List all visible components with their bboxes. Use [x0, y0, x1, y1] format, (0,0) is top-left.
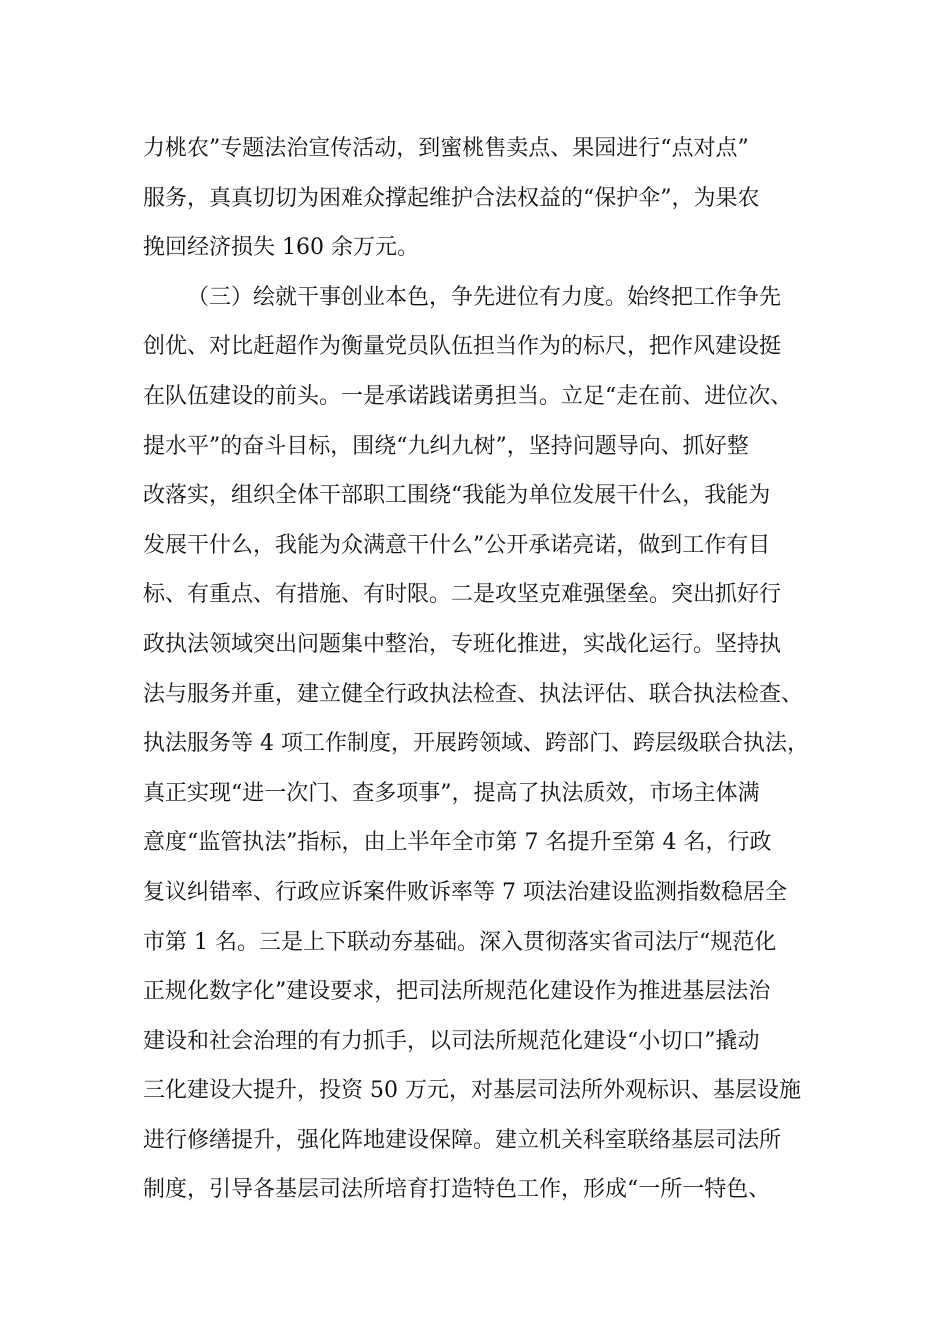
text-line: 真正实现“进一次门、查多项事”，提高了执法质效，市场主体满 [143, 780, 760, 806]
text-line: 服务，真真切切为困难众撑起维护合法权益的“保护伞”，为果农 [143, 185, 760, 211]
text-line: 改落实，组织全体干部职工围绕“我能为单位发展干什么，我能为 [143, 483, 771, 509]
text-line: 正规化数字化”建设要求，把司法所规范化建设作为推进基层法治 [143, 979, 771, 1005]
text-line: 发展干什么，我能为众满意干什么”公开承诺亮诺，做到工作有目 [143, 532, 771, 558]
text-line: 提水平”的奋斗目标，围绕“九纠九树”，坚持问题导向、抓好整 [143, 433, 749, 459]
text-line: 力桃农”专题法治宣传活动，到蜜桃售卖点、果园进行“点对点” [143, 136, 749, 161]
text-line: 复议纠错率、行政应诉案件败诉率等 7 项法治建设监测指数稳居全 [143, 879, 787, 905]
text-line: 在队伍建设的前头。一是承诺践诺勇担当。立足“走在前、进位次、 [143, 383, 793, 409]
text-line: （三）绘就干事创业本色，争先进位有力度。始终把工作争先 [187, 284, 782, 310]
text-line: 建设和社会治理的有力抓手，以司法所规范化建设“小切口”撬动 [143, 1028, 760, 1054]
paragraph-2 [143, 273, 843, 1215]
text-line: 政执法领域突出问题集中整治，专班化推进，实战化运行。坚持执 [143, 631, 782, 657]
text-line: 意度“监管执法”指标，由上半年全市第 7 名提升至第 4 名，行政 [143, 830, 772, 856]
text-line: 执法服务等 4 项工作制度，开展跨领域、跨部门、跨层级联合执法， [143, 731, 809, 757]
text-line: 挽回经济损失 160 余万元。 [143, 235, 419, 261]
paragraph-1 [143, 124, 843, 273]
text-line: 市第 1 名。三是上下联动夯基础。深入贯彻落实省司法厅“规范化 [143, 929, 777, 955]
document-body [143, 124, 843, 1215]
text-line: 三化建设大提升，投资 50 万元，对基层司法所外观标识、基层设施 [143, 1078, 801, 1104]
text-line: 进行修缮提升，强化阵地建设保障。建立机关科室联络基层司法所 [143, 1127, 782, 1153]
text-line: 制度，引导各基层司法所培育打造特色工作，形成“一所一特色、 [143, 1177, 771, 1203]
text-line: 标、有重点、有措施、有时限。二是攻坚克难强堡垒。突出抓好行 [143, 582, 782, 608]
text-line: 法与服务并重，建立健全行政执法检查、执法评估、联合执法检查、 [143, 681, 804, 707]
text-line: 创优、对比赶超作为衡量党员队伍担当作为的标尺，把作风建设挺 [143, 334, 782, 360]
